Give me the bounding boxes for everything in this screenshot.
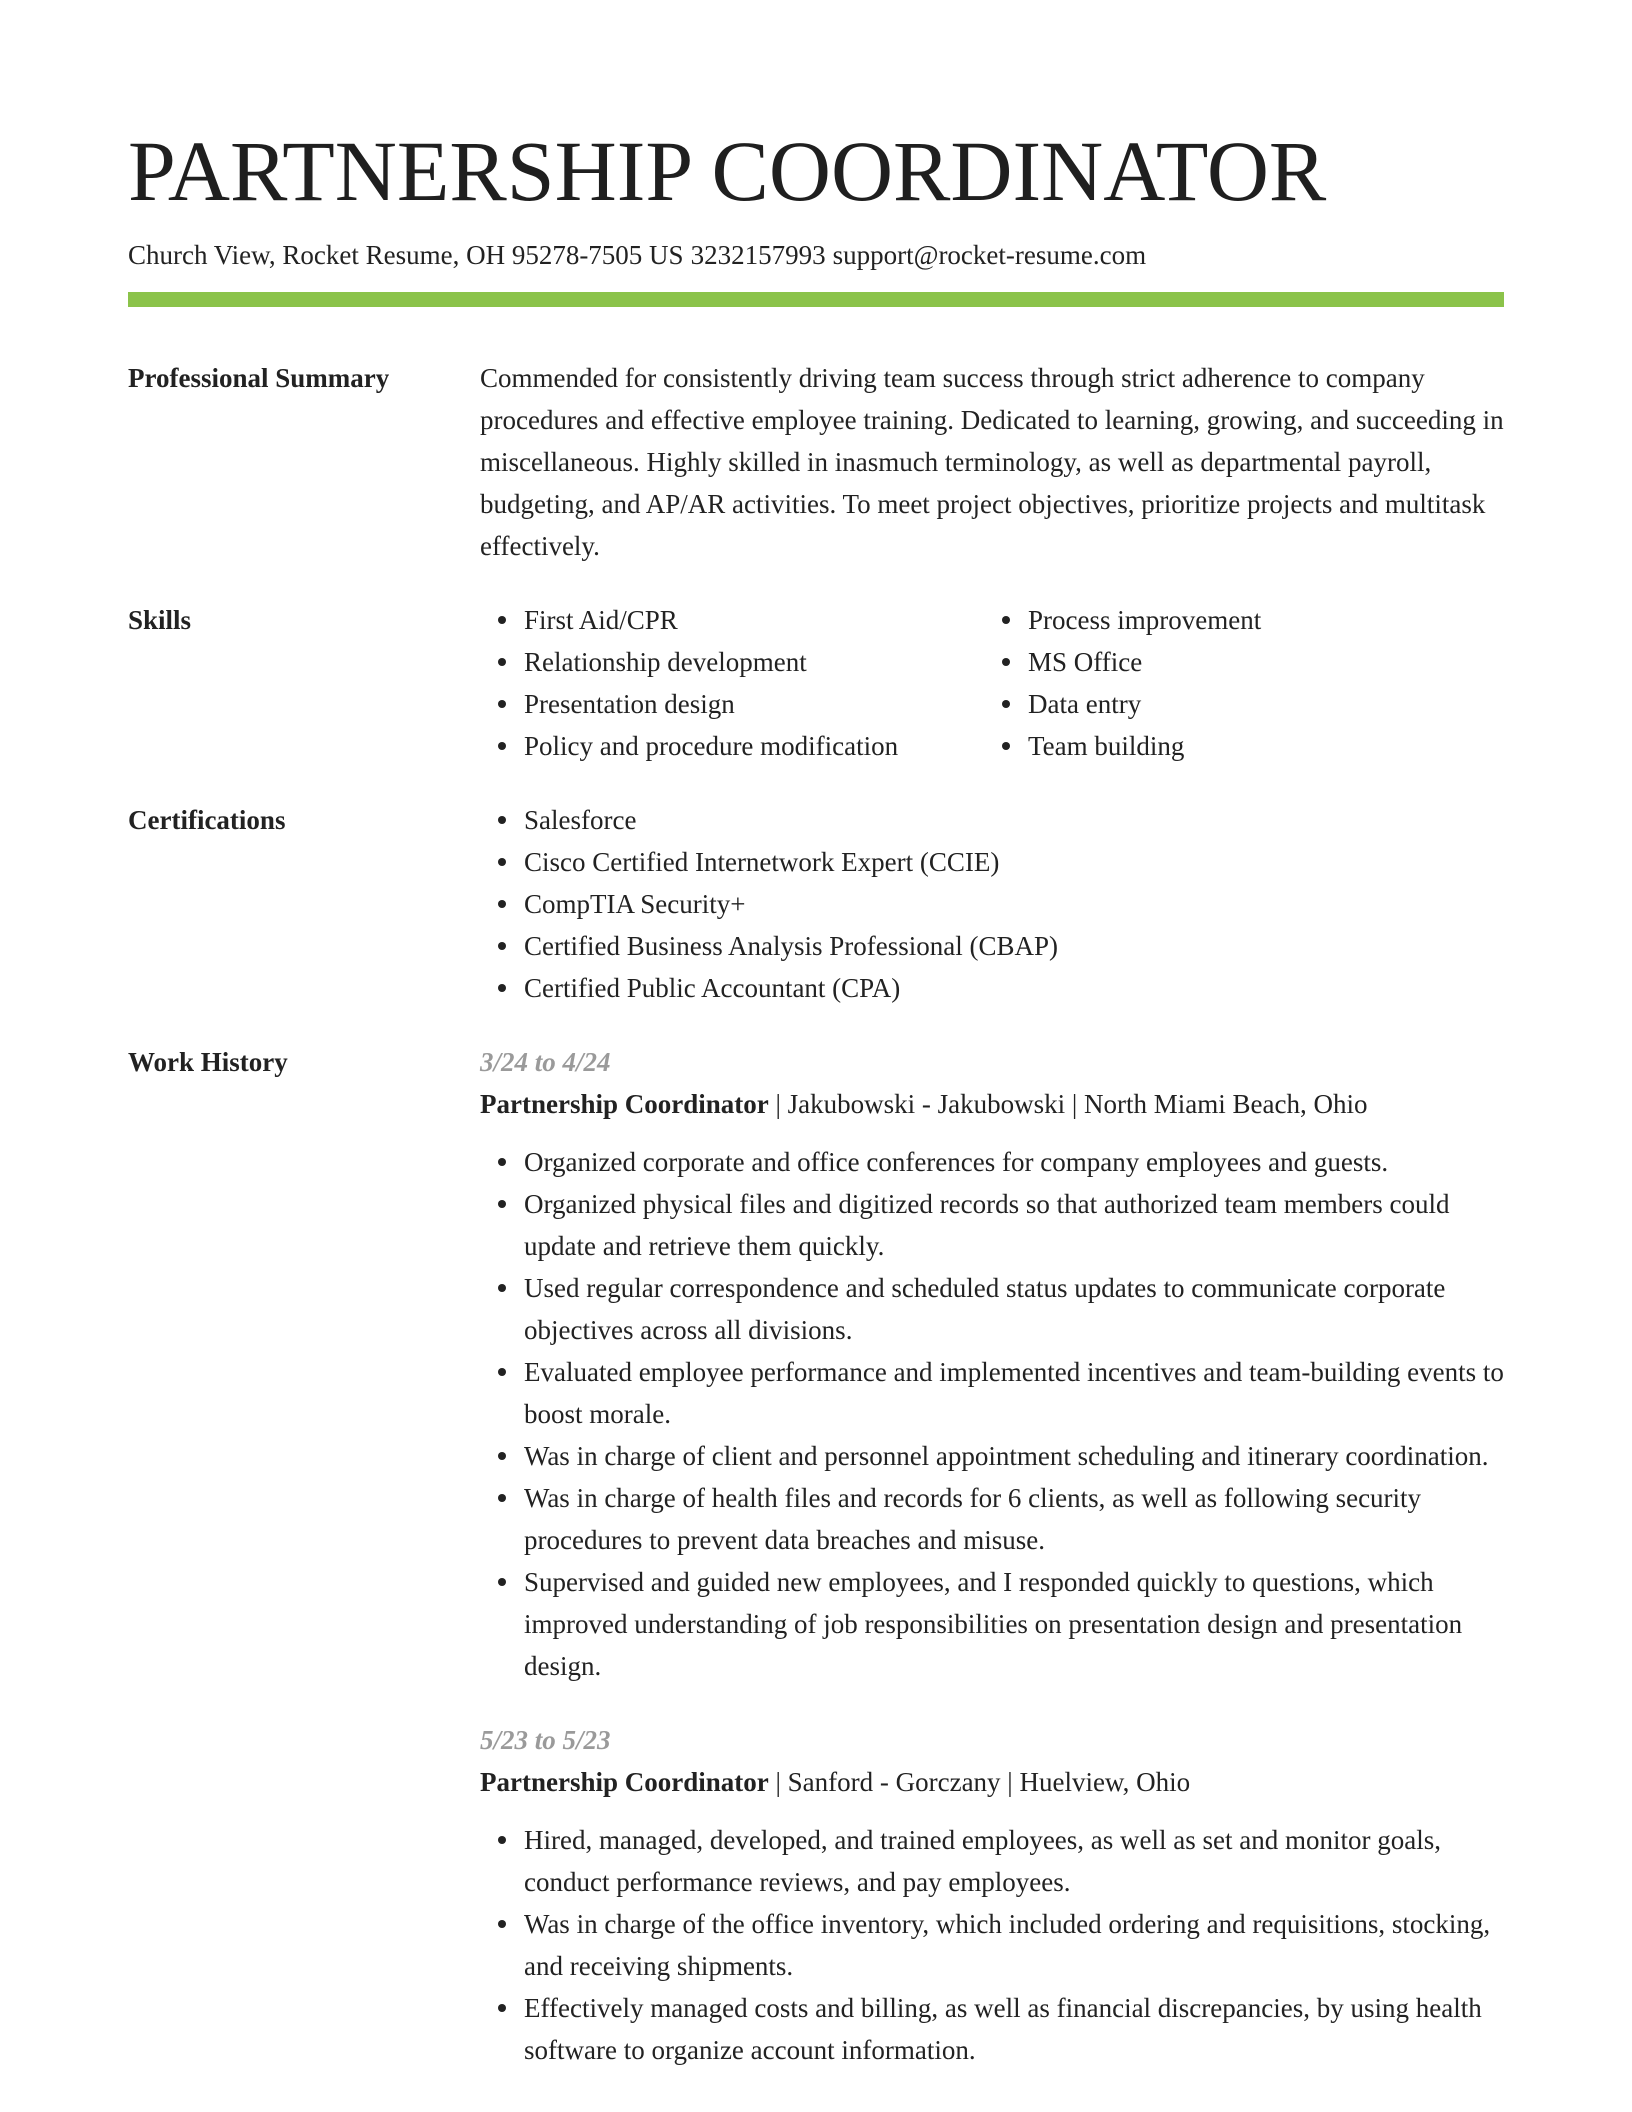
skill-item: MS Office: [1028, 641, 1261, 683]
job-bullet: Effectively managed costs and billing, as well as financial discrepancies, by using health software to organize account information.: [524, 1987, 1504, 2071]
job-employer-location: | Sanford - Gorczany | Huelview, Ohio: [768, 1767, 1191, 1797]
job-title: Partnership Coordinator: [480, 1767, 769, 1797]
section-heading-work-history: Work History: [128, 1047, 288, 1077]
skills-list-col1: [480, 599, 984, 767]
job-bullet: Used regular correspondence and scheduled status updates to communicate corporate objectives across all divisions.: [524, 1267, 1504, 1351]
contact-line: [128, 238, 1504, 272]
job-title-line: [480, 1761, 1504, 1803]
job-bullets: [480, 1141, 1504, 1687]
skill-item: Process improvement: [1028, 599, 1261, 641]
job-bullet: Was in charge of the office inventory, which included ordering and requisitions, stocking, and receiving shipments.: [524, 1903, 1504, 1987]
skill-item: Data entry: [1028, 683, 1261, 725]
job-title: Partnership Coordinator: [480, 1089, 769, 1119]
skills-list-col2: [984, 599, 1261, 767]
certifications-list: [480, 799, 1504, 1009]
resume-page: [128, 0, 1504, 2071]
job-title-line: [480, 1083, 1504, 1125]
section-heading-skills: Skills: [128, 605, 192, 635]
job-entry: [480, 1041, 1504, 1687]
job-dates: 3/24 to 4/24: [480, 1047, 611, 1077]
skill-item: Relationship development: [524, 641, 984, 683]
resume-header: [128, 0, 1504, 307]
phone: 3232157993: [690, 240, 826, 270]
job-bullet: Organized physical files and digitized records so that authorized team members could update and retrieve them quickly.: [524, 1183, 1504, 1267]
job-bullet: Supervised and guided new employees, and I responded quickly to questions, which improved understanding of job responsibilities on presentation design and presentation design.: [524, 1561, 1504, 1687]
job-bullets: [480, 1819, 1504, 2071]
header-divider: [128, 292, 1504, 307]
skill-item: Team building: [1028, 725, 1261, 767]
job-bullet: Evaluated employee performance and implemented incentives and team-building events to boost morale.: [524, 1351, 1504, 1435]
skill-item: First Aid/CPR: [524, 599, 984, 641]
skill-item: Presentation design: [524, 683, 984, 725]
section-heading-summary: Professional Summary: [128, 363, 390, 393]
email: support@rocket-resume.com: [832, 240, 1147, 270]
certification-item: Salesforce: [524, 799, 1504, 841]
certification-item: CompTIA Security+: [524, 883, 1504, 925]
job-bullet: Hired, managed, developed, and trained employees, as well as set and monitor goals, conduct performance reviews, and pay employees.: [524, 1819, 1504, 1903]
job-employer-location: | Jakubowski - Jakubowski | North Miami Beach, Ohio: [768, 1089, 1368, 1119]
job-bullet: Was in charge of client and personnel appointment scheduling and itinerary coordination.: [524, 1435, 1504, 1477]
certifications-section: [128, 799, 1504, 1009]
skill-item: Policy and procedure modification: [524, 725, 984, 767]
job-bullet: Was in charge of health files and records for 6 clients, as well as following security procedures to prevent data breaches and misuse.: [524, 1477, 1504, 1561]
skills-section: [128, 599, 1504, 767]
candidate-name: PARTNERSHIP COORDINATOR: [128, 123, 1327, 219]
summary-text: Commended for consistently driving team success through strict adherence to company procedures and effective employee training. Dedicated to learning, growing, and succeeding in miscellaneous. Highly skilled in inasmuch terminology, as well as departmental payroll, budgeting, and AP/AR activities. To meet project objectives, prioritize projects and multitask effectively.: [480, 363, 1504, 561]
certification-item: Certified Business Analysis Professional (CBAP): [524, 925, 1504, 967]
job-dates: 5/23 to 5/23: [480, 1725, 611, 1755]
summary-section: [128, 357, 1504, 567]
certification-item: Certified Public Accountant (CPA): [524, 967, 1504, 1009]
certification-item: Cisco Certified Internetwork Expert (CCIE): [524, 841, 1504, 883]
job-entry: [480, 1719, 1504, 2071]
section-heading-certifications: Certifications: [128, 805, 286, 835]
job-bullet: Organized corporate and office conferences for company employees and guests.: [524, 1141, 1504, 1183]
work-history-section: [128, 1041, 1504, 2071]
address: Church View, Rocket Resume, OH 95278-7505 US: [128, 240, 684, 270]
